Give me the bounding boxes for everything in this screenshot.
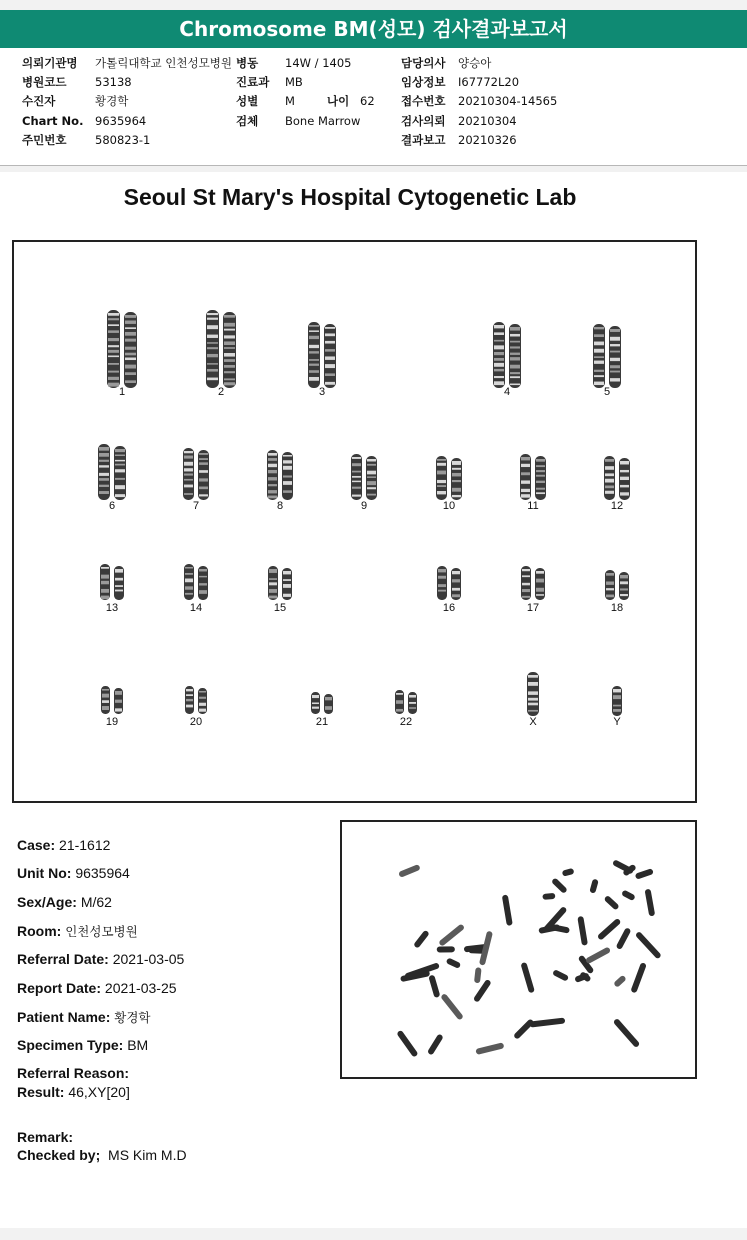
examinee-value: 황경학	[95, 94, 129, 108]
metaphase-chromosome	[502, 894, 513, 926]
hospital-code-value: 53138	[95, 75, 132, 89]
chromosome-label-10: 10	[442, 500, 456, 512]
metaphase-chromosome	[616, 927, 632, 950]
chromosome-pair-11	[520, 454, 546, 500]
institution-label: 의뢰기관명	[22, 56, 78, 70]
chromosome-label-13: 13	[105, 602, 119, 614]
patient-info-table	[0, 48, 747, 166]
report-date-value: 2021-03-25	[104, 980, 177, 996]
chart-label: Chart No.	[22, 114, 84, 128]
metaphase-chromosome	[621, 890, 636, 902]
metaphase-chromosome	[552, 969, 569, 982]
result-line	[17, 1084, 130, 1100]
result-value: 46,XY[20]	[68, 1084, 130, 1100]
chromosome-pair-13	[100, 564, 124, 600]
metaphase-chromosome	[635, 931, 662, 960]
case-label: Case:	[17, 837, 56, 853]
chromosome-pair-14	[184, 564, 208, 600]
report-label: 결과보고	[401, 133, 446, 147]
chromosome-label-9: 9	[360, 500, 368, 512]
metaphase-chromosome	[597, 918, 622, 941]
referral-date-label: Referral Date:	[17, 951, 109, 967]
chromosome-pair-12	[604, 456, 630, 500]
unit-value: 9635964	[75, 865, 130, 881]
metaphase-chromosome	[645, 889, 656, 917]
specimen-value: Bone Marrow	[285, 114, 361, 128]
specimen-type-line	[17, 1037, 148, 1053]
metaphase-chromosome	[635, 868, 654, 880]
metaphase-chromosome	[446, 957, 462, 969]
room-value: 인천성모병원	[65, 924, 138, 939]
specimen-label: 검체	[236, 114, 259, 128]
chromosome-label-3: 3	[318, 386, 326, 398]
metaphase-chromosome	[542, 893, 555, 900]
chromosome-label-18: 18	[610, 602, 624, 614]
chromosome-pair-15	[268, 566, 292, 600]
info-row-4	[0, 112, 747, 131]
info-row-1	[0, 54, 747, 73]
chromosome-label-X: X	[529, 716, 537, 728]
metaphase-chromosome	[562, 868, 575, 877]
metaphase-chromosome	[440, 993, 464, 1021]
metaphase-chromosome	[613, 975, 627, 988]
unit-line	[17, 865, 130, 881]
examinee-label: 수진자	[22, 94, 56, 108]
chromosome-pair-20	[185, 686, 207, 714]
result-label: Result:	[17, 1084, 65, 1100]
sexage-value: M/62	[80, 894, 112, 910]
remark-label: Remark:	[17, 1129, 74, 1145]
chromosome-pair-Y	[612, 686, 622, 716]
chromosome-label-8: 8	[276, 500, 284, 512]
chromosome-label-12: 12	[610, 500, 624, 512]
chromosome-label-2: 2	[217, 386, 225, 398]
metaphase-chromosome	[398, 864, 421, 878]
chromosome-label-5: 5	[603, 386, 611, 398]
metaphase-chromosome	[585, 946, 611, 964]
checked-value: MS Kim M.D	[108, 1147, 187, 1163]
metaphase-chromosome	[396, 1030, 418, 1058]
chart-value: 9635964	[95, 114, 147, 128]
metaphase-chromosome	[413, 930, 430, 949]
sex-label: 성별	[236, 94, 259, 108]
info-row-5	[0, 131, 747, 150]
checked-label: Checked by;	[17, 1147, 101, 1163]
room-line	[17, 922, 138, 940]
karyogram-image	[14, 242, 695, 801]
institution-value: 가톨릭대학교 인천성모병원	[95, 56, 232, 70]
ward-value: 14W / 1405	[285, 56, 352, 70]
chromosome-label-1: 1	[118, 386, 126, 398]
info-row-2	[0, 73, 747, 92]
metaphase-chromosome	[577, 916, 588, 946]
chromosome-pair-10	[436, 456, 462, 500]
metaphase-chromosome	[604, 895, 620, 911]
chromosome-pair-3	[308, 322, 336, 388]
referral-date-value: 2021-03-05	[112, 951, 185, 967]
remark-line	[17, 1129, 73, 1145]
chromosome-label-16: 16	[442, 602, 456, 614]
chromosome-pair-16	[437, 566, 461, 600]
metaphase-chromosome	[630, 962, 646, 993]
clinical-info-label: 임상정보	[401, 75, 446, 89]
chromosome-pair-7	[183, 448, 209, 500]
metaphase-chromosome	[428, 975, 440, 999]
bottom-strip	[0, 1228, 747, 1240]
metaphase-chromosome	[474, 967, 482, 983]
chromosome-label-Y: Y	[613, 716, 621, 728]
metaphase-chromosome	[529, 1017, 565, 1027]
chromosome-label-21: 21	[315, 716, 329, 728]
referral-reason-label: Referral Reason:	[17, 1065, 130, 1081]
chromosome-pair-4	[493, 322, 521, 388]
report-date-label: Report Date:	[17, 980, 102, 996]
metaphase-chromosome	[427, 1033, 444, 1055]
chromosome-label-19: 19	[105, 716, 119, 728]
room-label: Room:	[17, 923, 62, 939]
clinical-info-value: I67772L20	[458, 75, 520, 89]
department-label: 진료과	[236, 75, 270, 89]
unit-label: Unit No:	[17, 865, 72, 881]
rrn-value: 580823-1	[95, 133, 151, 147]
chromosome-label-6: 6	[108, 500, 116, 512]
lab-title: Seoul St Mary's Hospital Cytogenetic Lab	[123, 184, 577, 210]
report-date-line	[17, 980, 177, 996]
department-value: MB	[285, 75, 303, 89]
specimen-type-label: Specimen Type:	[17, 1037, 124, 1053]
patient-line	[17, 1008, 150, 1026]
sexage-line	[17, 894, 112, 910]
chromosome-pair-9	[351, 454, 377, 500]
sex-value: M	[285, 94, 295, 108]
chromosome-pair-2	[206, 310, 236, 388]
chromosome-label-17: 17	[526, 602, 540, 614]
chromosome-pair-6	[98, 444, 126, 500]
metaphase-chromosome	[475, 1042, 504, 1055]
specimen-type-value: BM	[127, 1037, 149, 1053]
chromosome-pair-21	[311, 692, 333, 714]
report-title: Chromosome BM(성모) 검사결과보고서	[0, 10, 747, 48]
chromosome-pair-X	[527, 672, 539, 716]
request-label: 검사의뢰	[401, 114, 446, 128]
receipt-label: 접수번호	[401, 94, 446, 108]
chromosome-pair-22	[395, 690, 417, 714]
rrn-label: 주민번호	[22, 133, 67, 147]
karyogram-panel	[12, 240, 697, 803]
checked-line	[17, 1147, 187, 1163]
metaphase-chromosome	[438, 923, 465, 946]
chromosome-label-4: 4	[503, 386, 511, 398]
metaphase-chromosome	[551, 877, 568, 894]
age-label: 나이	[327, 94, 350, 108]
chromosome-pair-5	[593, 324, 621, 388]
metaphase-panel	[340, 820, 697, 1079]
report-value: 20210326	[458, 133, 517, 147]
top-strip	[0, 0, 747, 10]
metaphase-chromosome	[437, 946, 455, 952]
metaphase-chromosome	[589, 879, 599, 894]
chromosome-label-7: 7	[192, 500, 200, 512]
doctor-label: 담당의사	[401, 56, 446, 70]
hospital-code-label: 병원코드	[22, 75, 67, 89]
chromosome-pair-1	[107, 310, 137, 388]
chromosome-pair-17	[521, 566, 545, 600]
sexage-label: Sex/Age:	[17, 894, 77, 910]
referral-reason-line	[17, 1065, 129, 1081]
case-line	[17, 837, 110, 853]
receipt-value: 20210304-14565	[458, 94, 558, 108]
chromosome-label-22: 22	[399, 716, 413, 728]
separator-band	[0, 166, 747, 172]
metaphase-image	[342, 822, 695, 1077]
chromosome-label-11: 11	[527, 500, 539, 512]
doctor-value: 양승아	[458, 56, 492, 70]
request-value: 20210304	[458, 114, 517, 128]
chromosome-pair-8	[267, 450, 293, 500]
chromosome-label-14: 14	[189, 602, 203, 614]
patient-label: Patient Name:	[17, 1009, 111, 1025]
age-value: 62	[360, 94, 375, 108]
chromosome-label-20: 20	[189, 716, 203, 728]
patient-value: 황경학	[114, 1010, 151, 1025]
chromosome-pair-19	[101, 686, 123, 714]
info-row-3	[0, 92, 747, 111]
referral-date-line	[17, 951, 184, 967]
metaphase-chromosome	[513, 1018, 535, 1040]
chromosome-label-15: 15	[273, 602, 287, 614]
metaphase-chromosome	[520, 962, 535, 993]
ward-label: 병동	[236, 56, 259, 70]
chromosome-pair-18	[605, 570, 629, 600]
case-value: 21-1612	[59, 837, 111, 853]
metaphase-chromosome	[613, 1018, 641, 1048]
